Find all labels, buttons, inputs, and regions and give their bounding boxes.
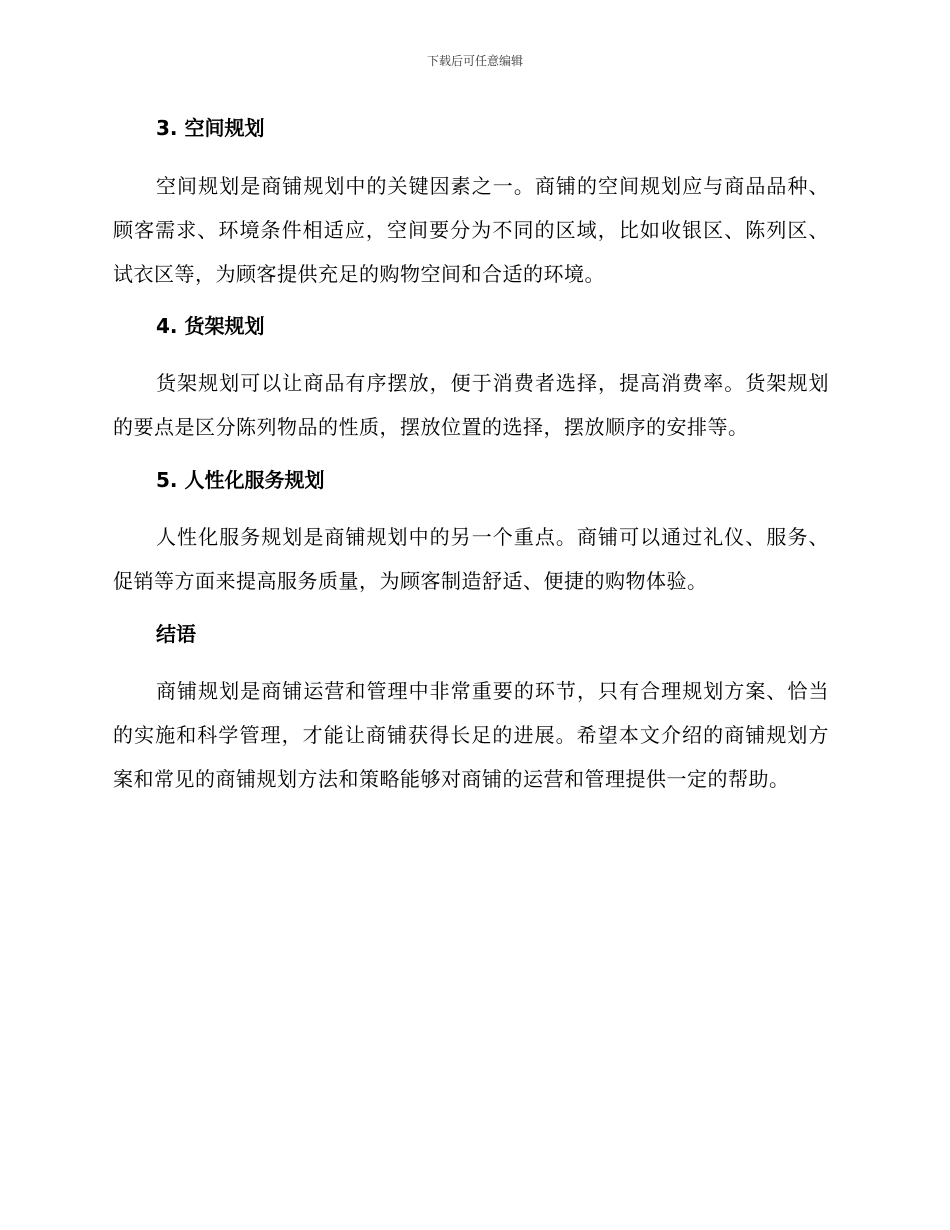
document-content (113, 113, 829, 801)
section-paragraph-space-planning: 空间规划是商铺规划中的关键因素之一。商铺的空间规划应与商品品种、顾客需求、环境条件相适应，空间要分为不同的区域，比如收银区、陈列区、试衣区等，为顾客提供充足的购物空间和合适的环境。 (113, 174, 829, 286)
section-paragraph-conclusion: 商铺规划是商铺运营和管理中非常重要的环节，只有合理规划方案、恰当的实施和科学管理，才能让商铺获得长足的进展。希望本文介绍的商铺规划方案和常见的商铺规划方法和策略能够对商铺的运营和管理提供一定的帮助。 (113, 679, 829, 791)
section-heading-shelf-planning: 4. 货架规划 (156, 314, 265, 338)
section-paragraph-shelf-planning: 货架规划可以让商品有序摆放，便于消费者选择，提高消费率。货架规划的要点是区分陈列物品的性质，摆放位置的选择，摆放顺序的安排等。 (113, 371, 829, 439)
section-heading-conclusion: 结语 (156, 622, 196, 646)
section-heading-space-planning: 3. 空间规划 (156, 116, 265, 140)
section-paragraph-humanized-service-planning: 人性化服务规划是商铺规划中的另一个重点。商铺可以通过礼仪、服务、促销等方面来提高服务质量，为顾客制造舒适、便捷的购物体验。 (113, 525, 829, 593)
page-header-note: 下载后可任意编辑 (426, 54, 523, 68)
section-heading-humanized-service-planning: 5. 人性化服务规划 (156, 468, 325, 492)
